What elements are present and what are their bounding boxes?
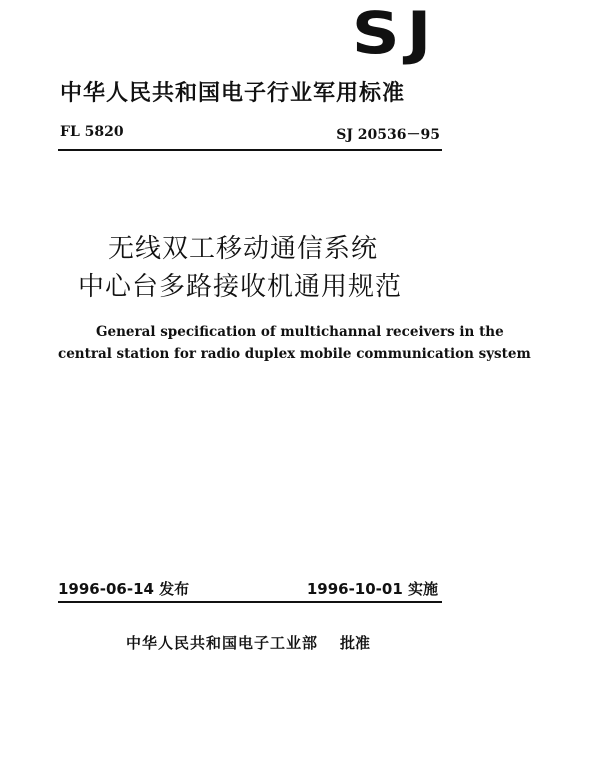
approving-authority: 中华人民共和国电子工业部 — [126, 634, 319, 652]
title-chinese-line-2: 中心台多路接收机通用规范 — [78, 272, 403, 302]
header-divider — [58, 149, 442, 151]
issuing-organization: 中华人民共和国电子行业军用标准 — [60, 81, 406, 106]
footer-divider — [58, 601, 442, 603]
sj-logo: SJ — [351, 0, 438, 67]
classification-code: FL 5820 — [60, 124, 124, 140]
title-english-line-2: central station for radio duplex mobile communication system — [58, 346, 531, 362]
title-english-line-1: General specification of multichannal receivers in the — [96, 324, 504, 340]
title-chinese-line-1: 无线双工移动通信系统 — [108, 234, 379, 264]
issue-date: 1996-06-14 发布 — [58, 580, 190, 598]
effective-date: 1996-10-01 实施 — [306, 580, 438, 598]
approval-word: 批准 — [340, 634, 371, 652]
standard-number: SJ 20536－95 — [336, 127, 440, 143]
